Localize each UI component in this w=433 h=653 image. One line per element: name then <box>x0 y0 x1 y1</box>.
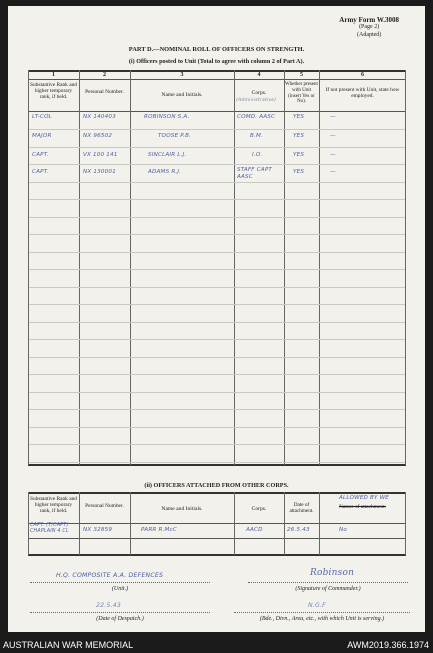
row-name: TOOSE P.B. <box>158 133 192 139</box>
location-label: (Bde., Divn., Area, etc., with which Unit is serving.) <box>259 616 385 622</box>
table-rule-line <box>29 392 405 393</box>
row-employed: — <box>330 152 336 158</box>
t2-header-date: Date of attachment. <box>289 502 314 514</box>
row-corps: I.O. <box>252 152 263 158</box>
section-ii-title: (ii) OFFICERS ATTACHED FROM OTHER CORPS. <box>144 482 289 489</box>
t2-header-nature: Nature of attachment. <box>339 504 386 510</box>
row-number: NX 140403 <box>83 114 116 120</box>
table-rule-line <box>29 269 405 270</box>
table-rule-line <box>29 339 405 340</box>
row-corps: B.M. <box>250 133 264 139</box>
table-rule-line <box>29 234 405 235</box>
row-number: NX 96502 <box>83 133 113 139</box>
commander-signature: Robinson <box>310 568 355 578</box>
row-employed: — <box>330 169 336 175</box>
row-corps: AACD <box>246 527 263 533</box>
row-employed: — <box>330 133 336 139</box>
despatch-date-label: (Date of Despatch.) <box>96 616 144 622</box>
table-rule-line <box>29 374 405 375</box>
row-number: NX 130001 <box>83 169 116 175</box>
col-number-4: 4 <box>257 72 261 78</box>
row-number: NX 32859 <box>83 527 113 533</box>
header-present: Whether present with Unit (insert Yes or No). <box>285 82 318 105</box>
table-rule-line <box>29 252 405 253</box>
unit-label: (Unit.) <box>111 586 129 592</box>
t2-header-rank: Substantive Rank and higher temporary rank, if held. <box>29 496 77 515</box>
table-rule-line <box>29 199 405 200</box>
form-page-number: (Page 2) <box>359 24 380 31</box>
section-i-title: (i) Officers posted to Unit (Total to agree with column 2 of Part A). <box>128 58 305 65</box>
col-number-1: 1 <box>52 72 55 78</box>
row-rank: CAPT. <box>32 152 49 158</box>
header-corps: Corps. <box>251 90 267 96</box>
archive-footer <box>0 638 433 653</box>
row-name: ROBINSON S.A. <box>144 114 190 120</box>
row-corps: COMD. AASC <box>237 114 276 120</box>
location-value: N.G.F <box>308 602 326 609</box>
form-name: Army Form W.3008 <box>339 16 399 24</box>
corps-annotation: (Administrative) <box>236 98 277 103</box>
header-not-present: If not present with Unit, state how employed. <box>325 87 400 100</box>
row-corps: STAFF CAPT AASC <box>237 167 273 180</box>
row-employed: — <box>330 114 336 120</box>
header-personal-number: Personal Number. <box>85 89 124 95</box>
col-number-6: 6 <box>361 72 364 78</box>
table-rule-line <box>29 217 405 218</box>
t2-header-corps: Corps. <box>251 506 267 512</box>
unit-value: H.Q. COMPOSITE A.A. DEFENCES <box>56 572 164 579</box>
header-name: Name and Initials. <box>161 92 203 98</box>
table-rule-line <box>29 147 405 148</box>
despatch-date-value: 22.5.43 <box>96 602 122 609</box>
row-rank: CAPT. <box>32 169 49 175</box>
table-rule-line <box>29 427 405 428</box>
table-rule-line <box>29 304 405 305</box>
form-identifier <box>339 16 399 39</box>
commander-label: (Signature of Commander.) <box>295 586 361 592</box>
row-name: SINCLAIR L.J. <box>148 152 187 158</box>
row-rank: CAPT. (T/CAPT) CHAPLAIN 4 CL <box>30 523 69 534</box>
col-number-5: 5 <box>300 72 303 78</box>
row-present: YES <box>293 114 305 120</box>
table-rule-line <box>29 409 405 410</box>
form-adapted: (Adapted) <box>356 31 382 38</box>
row-rank: MAJOR <box>32 133 52 139</box>
table-rule-line <box>29 322 405 323</box>
col-number-2: 2 <box>103 72 106 78</box>
table-rule-line <box>29 357 405 358</box>
form-page <box>8 6 425 632</box>
part-title: PART D.—NOMINAL ROLL OF OFFICERS ON STRENGTH. <box>128 46 305 53</box>
t2-header-personal-number: Personal Number. <box>85 503 124 509</box>
table-rule-line <box>29 129 405 130</box>
row-present: YES <box>293 152 305 158</box>
row-name: ADAMS R.J. <box>148 169 182 175</box>
t2-nature-overwrite: ALLOWED BY WE <box>339 495 390 501</box>
header-rank: Substantive Rank and higher temporary rank, if held. <box>29 82 77 101</box>
table-rule-line <box>29 182 405 183</box>
row-name: PARR R.McC <box>141 527 177 533</box>
table-rule-line <box>29 462 405 463</box>
table-rule-line <box>29 287 405 288</box>
t2-header-name: Name and Initials. <box>161 506 203 512</box>
row-date: 26.5.43 <box>287 527 310 533</box>
col-number-3: 3 <box>180 72 184 78</box>
row-number: VX 100 141 <box>83 152 118 158</box>
row-nature: No <box>339 527 348 533</box>
row-rank: LT-COL <box>32 114 52 120</box>
archive-name: AUSTRALIAN WAR MEMORIAL <box>3 640 134 650</box>
table-rule-line <box>29 164 405 165</box>
row-present: YES <box>293 133 305 139</box>
table-rule-line <box>29 444 405 445</box>
archive-reference: AWM2019.366.1974 <box>347 640 429 650</box>
row-present: YES <box>293 169 305 175</box>
